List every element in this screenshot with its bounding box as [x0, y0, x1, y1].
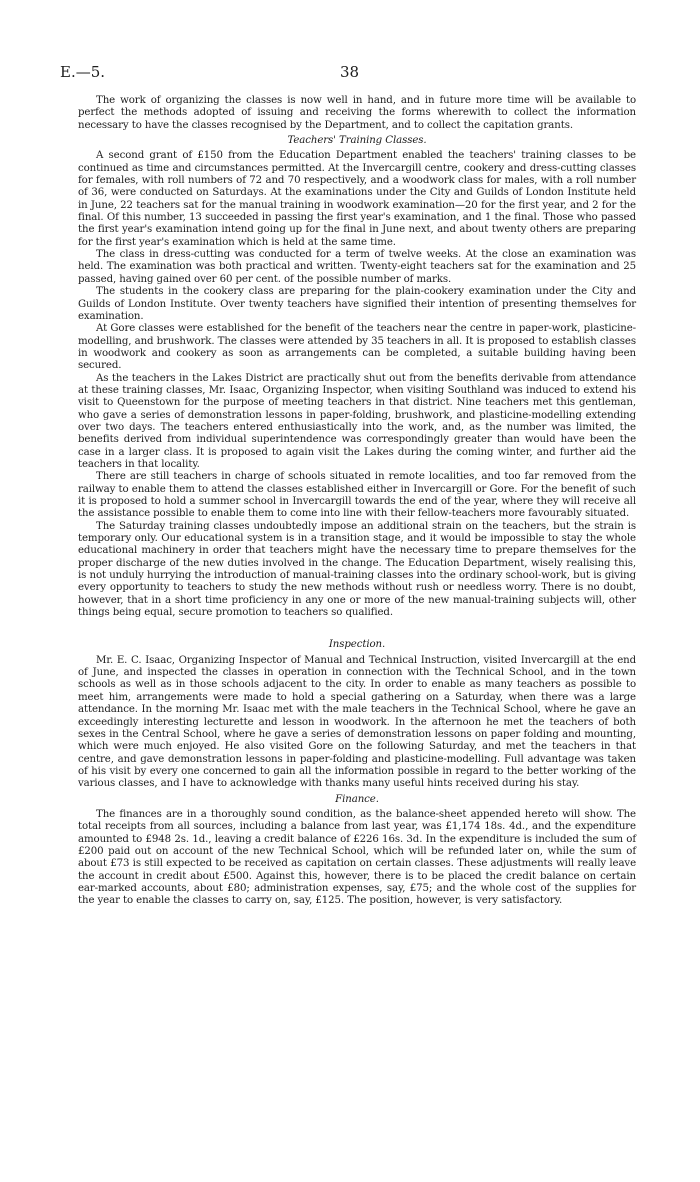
paragraph: The students in the cookery class are preparing for the plain-cookery examination under the City and Guilds of London Institute. Over twenty teachers have signified their intention of presenting themselves for examination. — [78, 286, 636, 322]
section-heading-finance: Finance. — [335, 793, 379, 805]
paragraph: The finances are in a thoroughly sound condition, as the balance-sheet appended hereto will show. The total receipts from all sources, including a balance from last year, was £1,174 18s. 4d., and the expenditure amounted to £948 2s. 1d., leaving a credit balance of £226 16s. 3d. In the expenditure is included the sum of £200 paid out on account of the new Technical School, which will be refunded later on, while the sum of about £73 is still expected to be received as capitation on certain classes. These adjustments will really leave the account in credit about £500. Against this, however, there is to be placed the credit balance on certain ear-marked accounts, about £80; administration expenses, say, £75; and the whole cost of the supplies for the year to enable the classes to carry on, say, £125. The position, however, is very satisfactory. — [78, 808, 636, 907]
paragraph: There are still teachers in charge of schools situated in remote localities, and too far removed from the railway to enable them to attend the classes established either in Invercargill or Gore. For the benefit of such it is proposed to hold a summer school in Invercargill towards the end of the year, where they will receive all the assistance possible to enable them to come into line with their fellow-teachers more favourably situated. — [78, 471, 636, 520]
body-text — [78, 95, 636, 908]
intro-paragraph: The work of organizing the classes is now well in hand, and in future more time will be available to perfect the methods adopted of issuing and receiving the forms wherewith to collect the information necessary to have the classes recognised by the Department, and to collect the capitation grants. — [78, 95, 636, 131]
paragraph: The class in dress-cutting was conducted for a term of twelve weeks. At the close an examination was held. The examination was both practical and written. Twenty-eight teachers sat for the examination and 25 passed, having gained over 60 per cent. of the possible number of marks. — [78, 249, 636, 285]
paragraph: At Gore classes were established for the benefit of the teachers near the centre in paper-work, plasticine-modelling, and brushwork. The classes were attended by 35 teachers in all. It is proposed to establish classes in woodwork and cookery as soon as arrangements can be completed, a suitable building having been secured. — [78, 323, 636, 372]
paragraph: Mr. E. C. Isaac, Organizing Inspector of Manual and Technical Instruction, visited Invercargill at the end of June, and inspected the classes in operation in connection with the Technical School, and in the town schools as well as in those schools adjacent to the city. In order to enable as many teachers as possible to meet him, arrangements were made to hold a special gathering on a Saturday, when there was a large attendance. In the morning Mr. Isaac met with the male teachers in the Technical School, where he gave an exceedingly interesting lecturette and lesson in woodwork. In the afternoon he met the teachers of both sexes in the Central School, where he gave a series of demonstration lessons on paper folding and mounting, which were much enjoyed. He also visited Gore on the following Saturday, and met the teachers in that centre, and gave demonstration lessons in paper-folding and plasticine-modelling. Full advantage was taken of his visit by every one concerned to gain all the information possible in regard to the better working of the various classes, and I have to acknowledge with thanks many useful hints received during his stay. — [78, 654, 636, 790]
section-heading-inspection: Inspection. — [328, 639, 386, 651]
paragraph: A second grant of £150 from the Education Department enabled the teachers' training classes to be continued as time and circumstances permitted. At the Invercargill centre, cookery and dress-cutting classes for females, with roll numbers of 72 and 70 respectively, and a woodwork class for males, with a roll number of 36, were conducted on Saturdays. At the examinations under the City and Guilds of London Institute held in June, 22 teachers sat for the manual training in woodwork examination—20 for the first year, and 2 for the final. Of this number, 13 succeeded in passing the first year's examination, and 1 the final. Those who passed the first year's examination intend going up for the final in June next, and about twenty others are preparing for the first year's examination which is held at the same time. — [78, 150, 636, 248]
paragraph: The Saturday training classes undoubtedly impose an additional strain on the teachers, but the strain is temporary only. Our educational system is in a transition stage, and it would be impossible to stay the whole educational machinery in order that teachers might have the necessary time to prepare themselves for the proper discharge of the new duties involved in the change. The Education Department, wisely realising this, is not unduly hurrying the introduction of manual-training classes into the ordinary school-work, but is giving every opportunity to teachers to study the new methods without rush or needless worry. There is no doubt, however, that in a short time proficiency in any one or more of the new manual-training subjects will, other things being equal, secure promotion to teachers so qualified. — [78, 520, 636, 619]
page-number: 38 — [340, 63, 360, 81]
document-reference: E.—5. — [60, 63, 106, 81]
paragraph: As the teachers in the Lakes District are practically shut out from the benefits derivable from attendance at these training classes, Mr. Isaac, Organizing Inspector, when visiting Southland was induced to extend his visit to Queenstown for the purpose of meeting teachers in that district. Nine teachers met this gentleman, who gave a series of demonstration lessons in paper-folding, brushwork, and plasticine-modelling extending over two days. The teachers entered enthusiastically into the work, and, as the number was limited, the benefits derived from individual superintendence was correspondingly greater than would have been the case in a larger class. It is proposed to again visit the Lakes during the coming winter, and further aid the teachers in that locality. — [78, 372, 636, 470]
section-heading-teachers-training: Teachers' Training Classes. — [287, 135, 427, 147]
